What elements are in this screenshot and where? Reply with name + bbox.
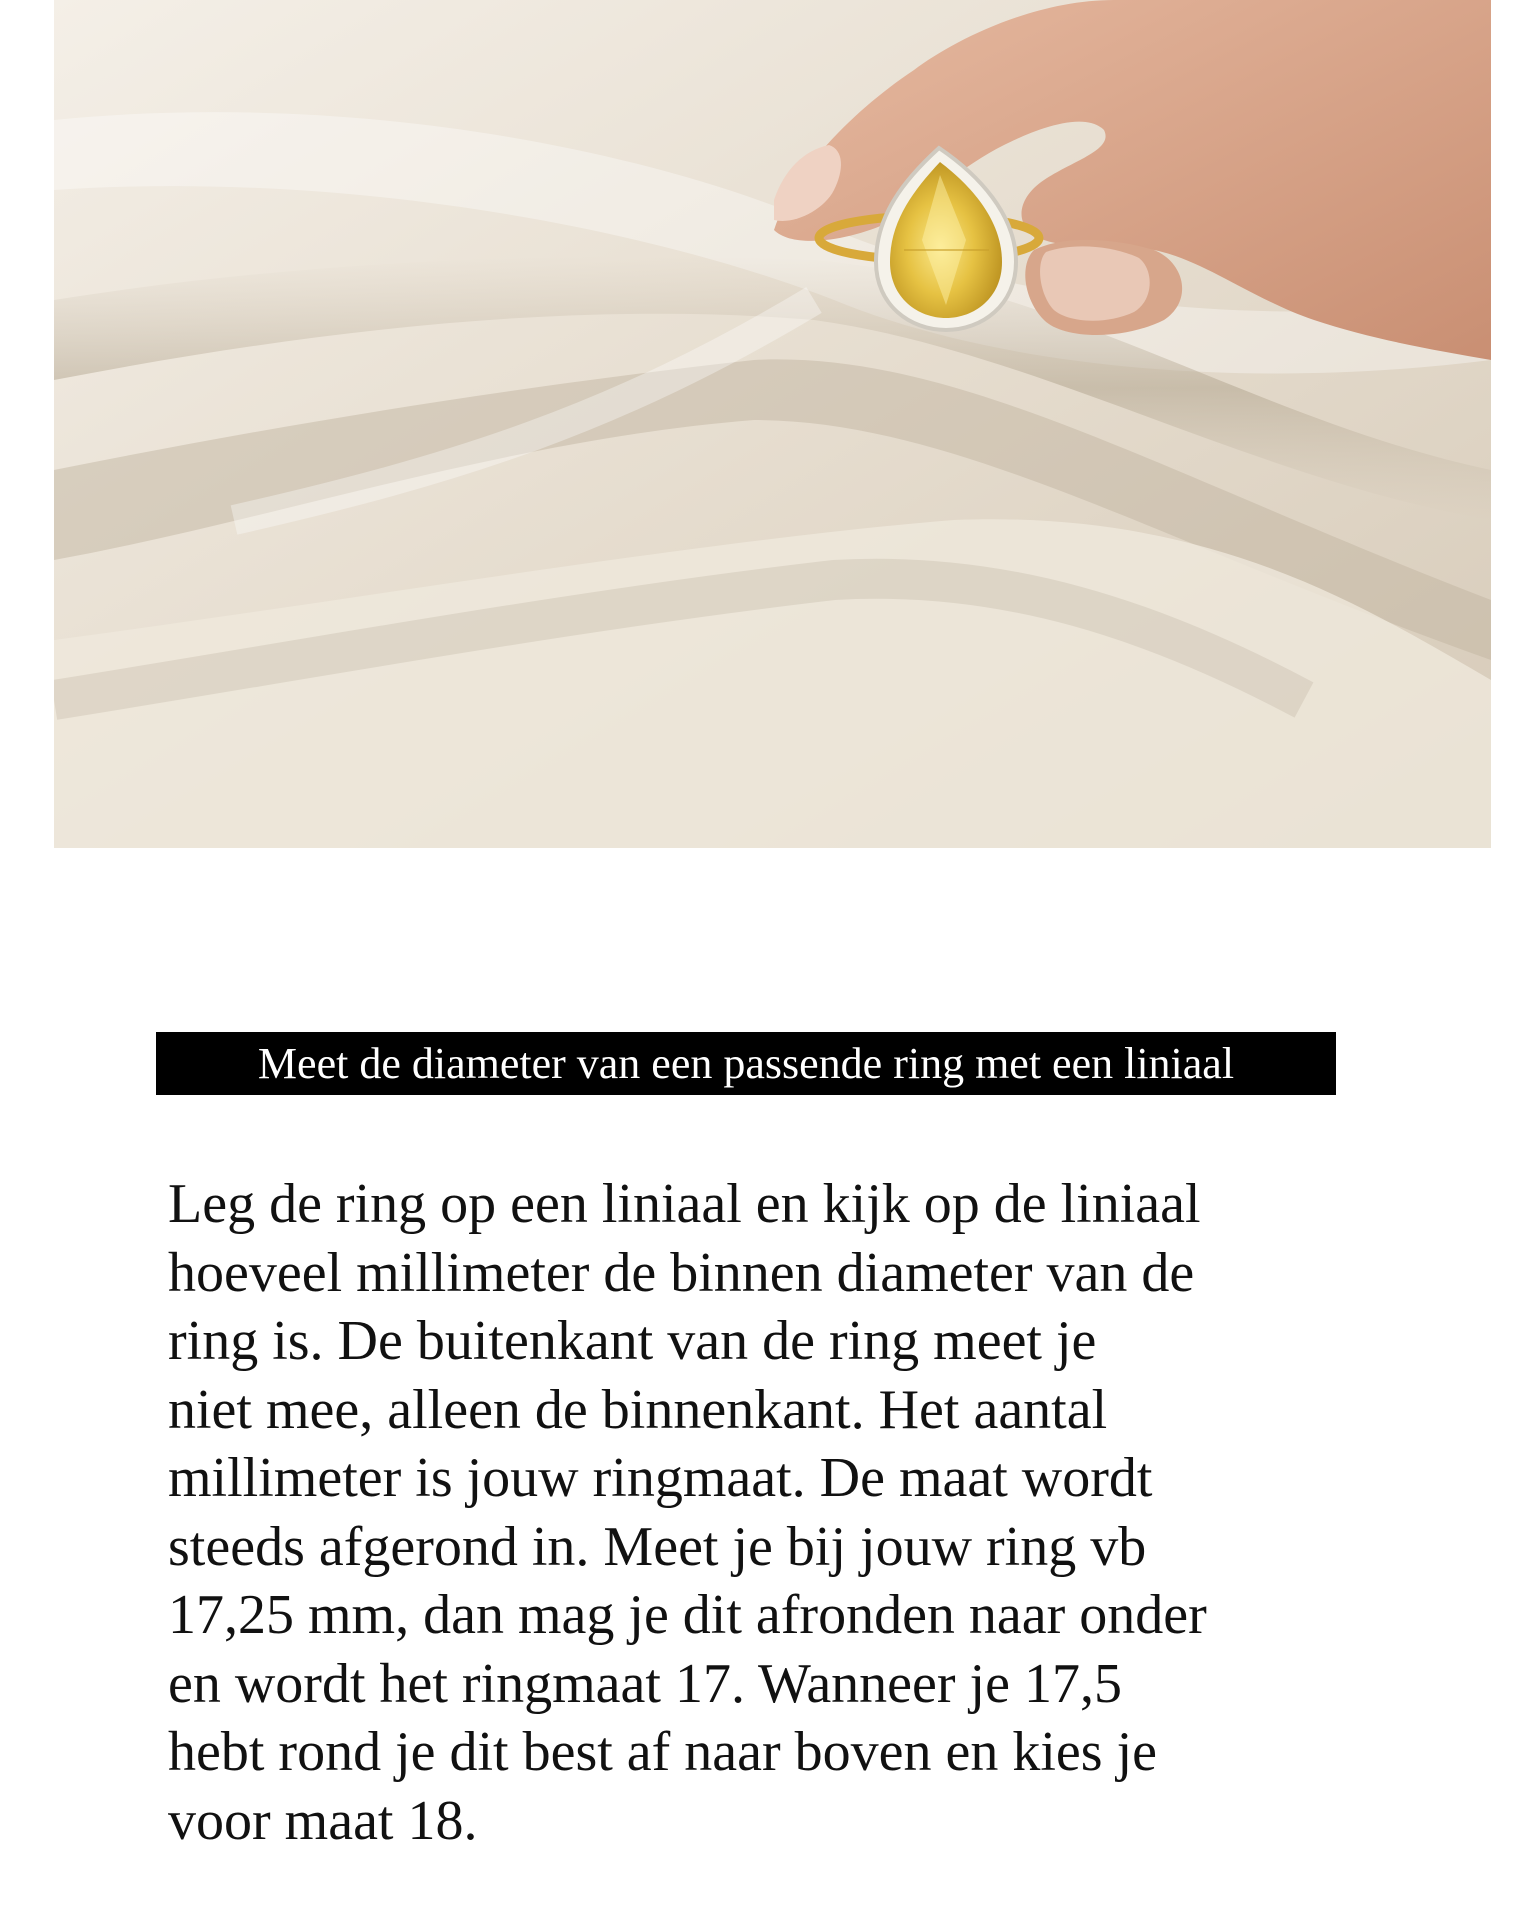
paragraph-line: Leg de ring op een liniaal en kijk op de liniaal xyxy=(168,1173,1201,1235)
paragraph-line: en wordt het ringmaat 17. Wanneer je 17,5 xyxy=(168,1652,1122,1715)
paragraph-line: 17,25 mm, dan mag je dit afronden naar onder xyxy=(168,1584,1207,1646)
ring-photo-icon xyxy=(54,0,1491,848)
paragraph-line: ring is. De buitenkant van de ring meet je xyxy=(168,1310,1097,1372)
instruction-paragraph xyxy=(168,1170,1358,1855)
paragraph-line: niet mee, alleen de binnenkant. Het aantal xyxy=(168,1378,1108,1441)
ring-hero-image xyxy=(54,0,1491,848)
paragraph-line: steeds afgerond in. Meet je bij jouw ring vb xyxy=(168,1515,1147,1578)
paragraph-line: voor maat 18. xyxy=(168,1789,478,1852)
paragraph-line: millimeter is jouw ringmaat. De maat wordt xyxy=(168,1447,1153,1509)
caption-heading: Meet de diameter van een passende ring met een liniaal xyxy=(156,1032,1336,1095)
paragraph-line: hebt rond je dit best af naar boven en kies je xyxy=(168,1721,1157,1783)
paragraph-line: hoeveel millimeter de binnen diameter van de xyxy=(168,1241,1195,1304)
